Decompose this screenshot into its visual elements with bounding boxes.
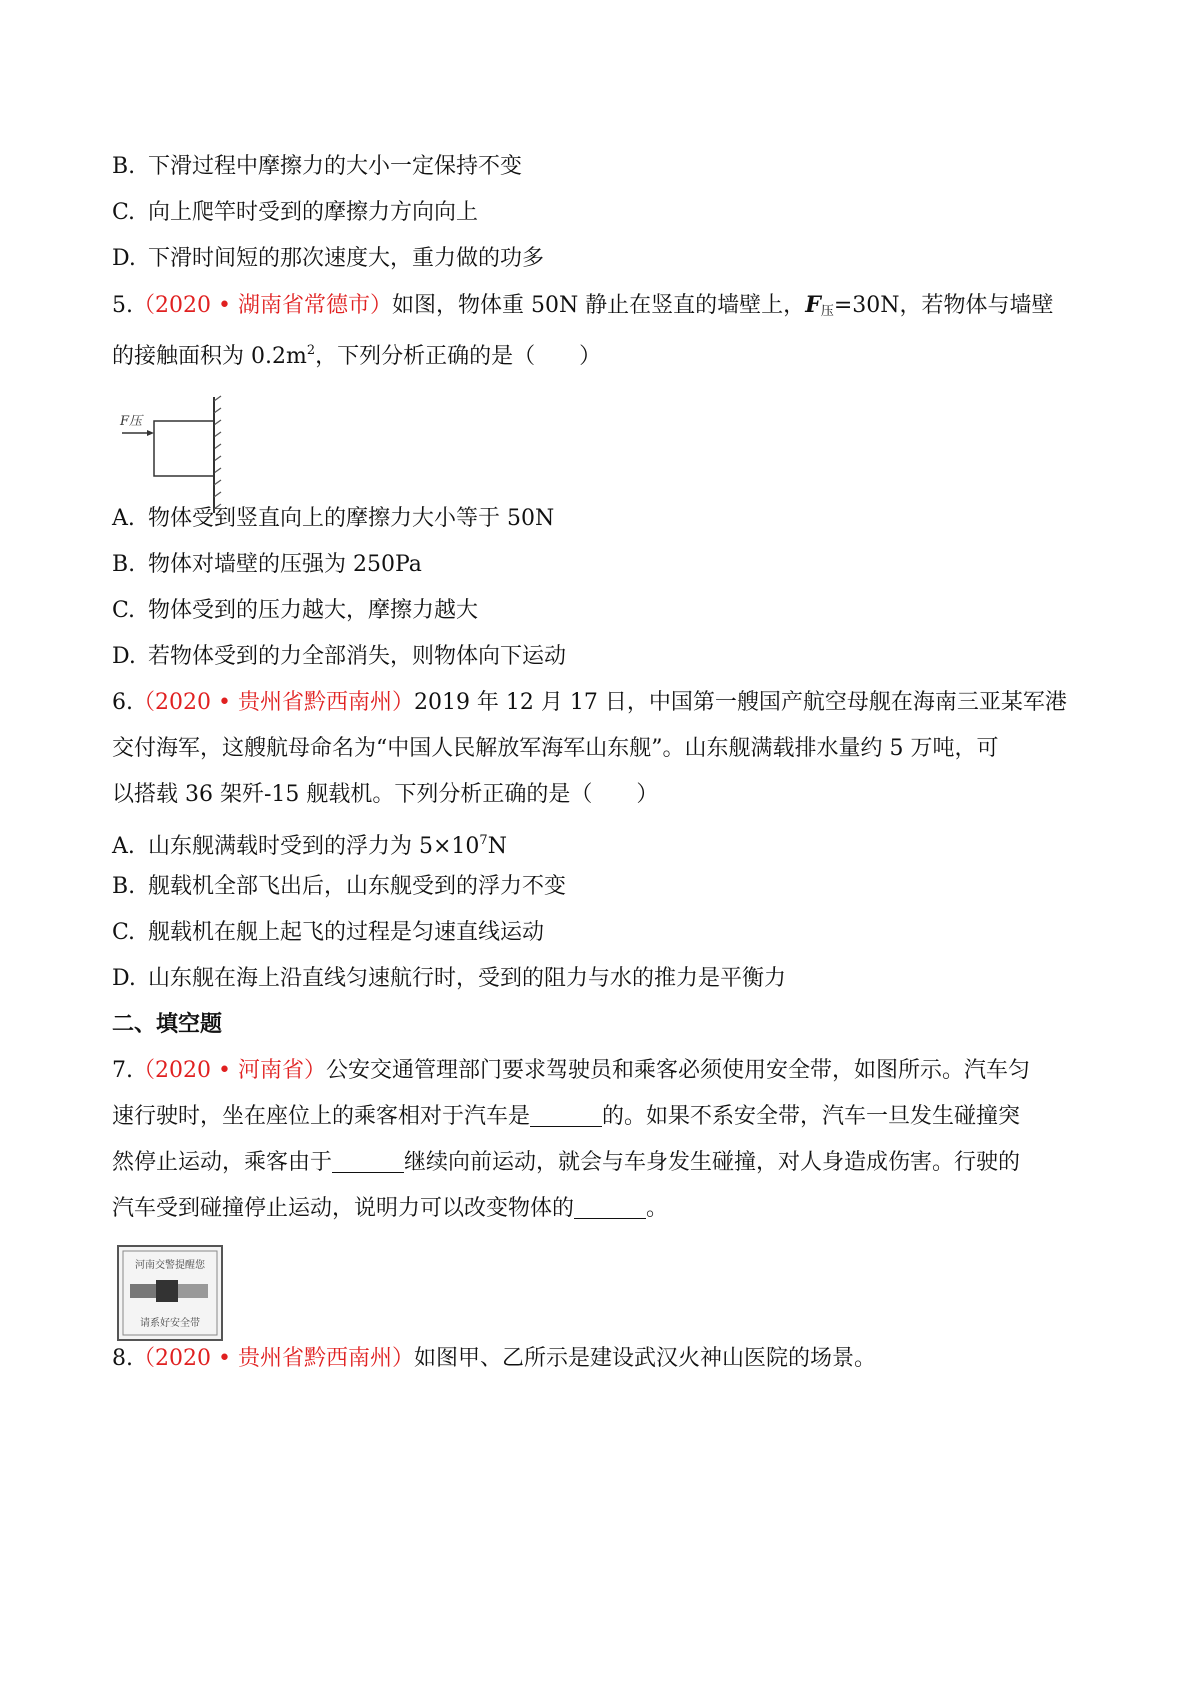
stem-text: 如图，物体重 50N 静止在竖直的墙壁上， [391,293,806,318]
q6-option-d [112,964,1100,994]
question-source: （2020 • 贵州省黔西南州） [133,690,414,715]
q7-stem-line4 [112,1194,1100,1224]
q5-stem-line2 [112,336,1100,372]
option-text: 若物体受到的力全部消失，则物体向下运动 [148,644,567,669]
block-rect [154,421,214,476]
force-label: F压 [120,414,143,429]
stem-text: ，下列分析正确的是（ ） [315,344,602,369]
option-letter: D. [112,966,136,991]
belt-strap-right [178,1284,208,1298]
wall-block-figure [118,395,228,515]
force-subscript: 压 [820,304,834,319]
force-symbol: F [805,292,821,318]
stem-text: 。 [646,1196,669,1221]
stem-text: 以搭载 36 架歼-15 舰载机。下列分析正确的是（ ） [112,782,659,807]
question-source: （2020 • 贵州省黔西南州） [133,1346,414,1371]
q6-option-b [112,872,1100,902]
q6-stem-line1 [112,688,1100,718]
question-source: （2020 • 河南省） [133,1058,326,1083]
question-number: 6. [112,690,133,715]
stem-text: 继续向前运动，就会与车身发生碰撞，对人身造成伤害。行驶的 [404,1150,1021,1175]
superscript: 7 [479,833,488,848]
wall-hatching [214,396,221,509]
stem-text: =30N，若物体与墙壁 [833,293,1054,318]
q5-stem-line1 [112,290,1100,327]
answer-blank[interactable] [574,1196,646,1219]
stem-text: 然停止运动，乘客由于 [112,1150,333,1175]
question-source: （2020 • 湖南省常德市） [133,293,392,318]
arrowhead [147,430,154,436]
option-letter: C. [112,200,136,225]
q8-stem [112,1344,1100,1374]
option-letter: D. [112,644,136,669]
belt-buckle [156,1280,178,1302]
sign-bottom-text: 请系好安全带 [140,1318,200,1329]
sign-top-text: 河南交警提醒您 [135,1260,205,1271]
option-letter: B. [112,874,136,899]
q6-option-a [112,826,1100,862]
question-number: 7. [112,1058,133,1083]
option-text: 向上爬竿时受到的摩擦力方向向上 [148,200,479,225]
q7-stem-line3 [112,1148,1100,1178]
option-text: 山东舰满载时受到的浮力为 5×10 [148,834,480,859]
option-text: 下滑时间短的那次速度大，重力做的功多 [148,246,545,271]
stem-text: 速行驶时，坐在座位上的乘客相对于汽车是 [112,1104,531,1129]
seatbelt-sign-figure [116,1244,224,1342]
option-text: 山东舰在海上沿直线匀速航行时，受到的阻力与水的推力是平衡力 [148,966,787,991]
q5-option-b [112,550,1100,580]
question-number: 5. [112,293,133,318]
q4-option-d [112,244,1100,274]
option-text: 舰载机在舰上起飞的过程是匀速直线运动 [148,920,545,945]
q7-stem-line1 [112,1056,1100,1086]
stem-text: 如图甲、乙所示是建设武汉火神山医院的场景。 [413,1346,876,1371]
q4-option-b [112,152,1100,182]
stem-text: 2019 年 12 月 17 日，中国第一艘国产航空母舰在海南三亚某军港 [413,690,1067,715]
option-text: 舰载机全部飞出后，山东舰受到的浮力不变 [148,874,567,899]
option-text: 物体受到的压力越大，摩擦力越大 [148,598,479,623]
option-text: 物体受到竖直向上的摩擦力大小等于 50N [148,506,555,531]
stem-text: 汽车受到碰撞停止运动，说明力可以改变物体的 [112,1196,575,1221]
q5-option-a [112,504,1100,534]
q5-option-c [112,596,1100,626]
stem-text: 公安交通管理部门要求驾驶员和乘客必须使用安全带，如图所示。汽车匀 [325,1058,1030,1083]
option-letter: B. [112,154,136,179]
belt-strap-left [130,1284,160,1298]
q4-option-c [112,198,1100,228]
answer-blank[interactable] [332,1150,404,1173]
answer-blank[interactable] [530,1104,602,1127]
q5-option-d [112,642,1100,672]
option-letter: A. [112,506,135,531]
option-letter: A. [112,834,135,859]
stem-text: 交付海军，这艘航母命名为“中国人民解放军海军山东舰”。山东舰满载排水量约 5 万吨，可 [112,736,999,761]
option-text: N [487,834,507,859]
option-text: 下滑过程中摩擦力的大小一定保持不变 [148,154,523,179]
q6-stem-line2 [112,734,1100,764]
option-letter: B. [112,552,136,577]
superscript: 2 [306,343,316,358]
question-number: 8. [112,1346,133,1371]
option-letter: C. [112,598,136,623]
option-text: 物体对墙壁的压强为 250Pa [148,552,422,577]
q6-stem-line3 [112,780,1100,810]
q6-option-c [112,918,1100,948]
section-heading: 二、填空题 [112,1012,223,1037]
option-letter: D. [112,246,136,271]
option-letter: C. [112,920,136,945]
stem-text: 的。如果不系安全带，汽车一旦发生碰撞突 [602,1104,1021,1129]
stem-text: 的接触面积为 0.2m [112,344,307,369]
q7-stem-line2 [112,1102,1100,1132]
